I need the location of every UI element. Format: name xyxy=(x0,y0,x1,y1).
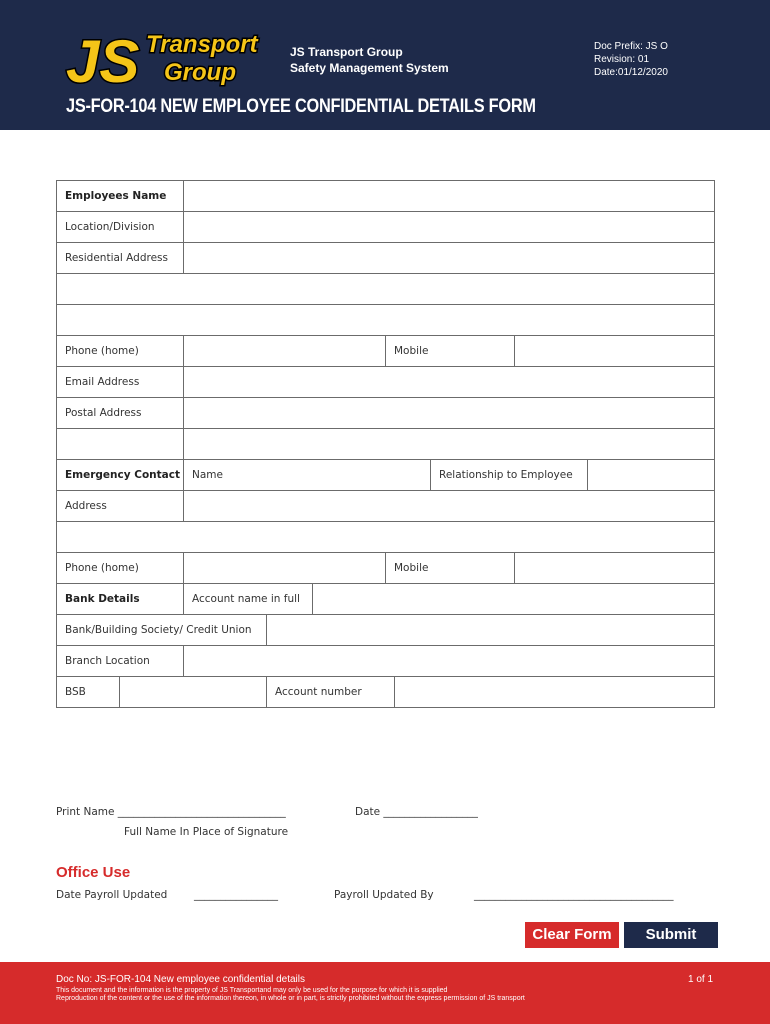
email-address-label: Email Address xyxy=(57,367,184,397)
residential-address-field[interactable] xyxy=(184,243,715,273)
emergency-address-field[interactable] xyxy=(184,491,715,521)
details-form xyxy=(56,180,715,708)
emergency-phone-home-field[interactable] xyxy=(184,553,386,583)
org-system: Safety Management System xyxy=(290,61,449,75)
page-header xyxy=(0,0,770,130)
office-use-title: Office Use xyxy=(56,864,131,881)
doc-prefix: Doc Prefix: JS O xyxy=(594,41,668,52)
residential-address-line-3[interactable] xyxy=(57,305,715,335)
form-row xyxy=(57,274,715,305)
org-block xyxy=(290,44,449,76)
account-number-label: Account number xyxy=(267,677,395,707)
bank-society-field[interactable] xyxy=(267,615,715,645)
logo-group-text: Group xyxy=(164,59,236,86)
form-row xyxy=(57,615,715,646)
print-name-field[interactable]: Print Name ________________________________ xyxy=(56,806,286,818)
employees-name-field[interactable] xyxy=(184,181,715,211)
form-row xyxy=(57,181,715,212)
form-row xyxy=(57,367,715,398)
relationship-label: Relationship to Employee xyxy=(431,460,588,490)
relationship-field[interactable] xyxy=(588,460,715,490)
doc-meta xyxy=(594,40,668,79)
phone-home-field[interactable] xyxy=(184,336,386,366)
emergency-name-field[interactable]: Name xyxy=(184,460,431,490)
bank-society-label: Bank/Building Society/ Credit Union xyxy=(57,615,267,645)
logo-js-text: JS xyxy=(66,28,140,92)
doc-revision: Revision: 01 xyxy=(594,54,650,65)
logo-transport-text: Transport xyxy=(146,31,258,58)
branch-location-label: Branch Location xyxy=(57,646,184,676)
form-row xyxy=(57,677,715,708)
employees-name-label: Employees Name xyxy=(57,181,184,211)
form-row xyxy=(57,336,715,367)
form-row xyxy=(57,398,715,429)
residential-address-line-2[interactable] xyxy=(57,274,715,304)
form-row xyxy=(57,305,715,336)
residential-address-label: Residential Address xyxy=(57,243,184,273)
bsb-label: BSB xyxy=(57,677,120,707)
submit-button[interactable]: Submit xyxy=(624,922,718,948)
form-row xyxy=(57,646,715,677)
date-field[interactable]: Date __________________ xyxy=(355,806,478,818)
bank-details-label: Bank Details xyxy=(57,584,184,614)
form-row xyxy=(57,429,715,460)
form-row xyxy=(57,553,715,584)
account-name-field[interactable] xyxy=(313,584,715,614)
postal-address-spacer xyxy=(57,429,184,459)
postal-address-label: Postal Address xyxy=(57,398,184,428)
footer-note-property: This document and the information is the property of JS Transportand may only be used for the purpose for which it is supplied xyxy=(56,987,448,994)
emergency-mobile-field[interactable] xyxy=(515,553,715,583)
emergency-phone-home-label: Phone (home) xyxy=(57,553,184,583)
postal-address-line-2[interactable] xyxy=(184,429,715,459)
mobile-label: Mobile xyxy=(386,336,515,366)
form-row xyxy=(57,243,715,274)
postal-address-field[interactable] xyxy=(184,398,715,428)
branch-location-field[interactable] xyxy=(184,646,715,676)
bsb-field[interactable] xyxy=(120,677,267,707)
form-row xyxy=(57,522,715,553)
company-logo xyxy=(64,24,264,92)
clear-form-button[interactable]: Clear Form xyxy=(525,922,619,948)
footer-doc-no: Doc No: JS-FOR-104 New employee confidential details xyxy=(56,974,305,985)
emergency-address-label: Address xyxy=(57,491,184,521)
footer-page-number: 1 of 1 xyxy=(688,974,714,985)
date-payroll-field[interactable]: ________________ xyxy=(194,889,278,901)
payroll-by-field[interactable]: ______________________________________ xyxy=(474,889,674,901)
doc-date: Date:01/12/2020 xyxy=(594,67,668,78)
location-division-label: Location/Division xyxy=(57,212,184,242)
page-footer xyxy=(0,962,770,1024)
location-division-field[interactable] xyxy=(184,212,715,242)
form-row xyxy=(57,212,715,243)
org-name: JS Transport Group xyxy=(290,45,403,59)
form-row xyxy=(57,491,715,522)
emergency-address-line-2[interactable] xyxy=(57,522,715,552)
form-row xyxy=(57,460,715,491)
form-row xyxy=(57,584,715,615)
email-address-field[interactable] xyxy=(184,367,715,397)
form-title: JS-FOR-104 NEW EMPLOYEE CONFIDENTIAL DETAILS FORM xyxy=(66,96,536,117)
account-name-label: Account name in full xyxy=(184,584,313,614)
footer-note-reproduction: Reproduction of the content or the use of the information thereon, in whole or in part, is strictly prohibited without the express permission of JS transport xyxy=(56,995,525,1002)
date-payroll-label: Date Payroll Updated xyxy=(56,889,168,901)
emergency-mobile-label: Mobile xyxy=(386,553,515,583)
phone-home-label: Phone (home) xyxy=(57,336,184,366)
payroll-by-label: Payroll Updated By xyxy=(334,889,434,901)
account-number-field[interactable] xyxy=(395,677,715,707)
emergency-contact-label: Emergency Contact xyxy=(57,460,184,490)
mobile-field[interactable] xyxy=(515,336,715,366)
full-name-note: Full Name In Place of Signature xyxy=(124,826,289,838)
